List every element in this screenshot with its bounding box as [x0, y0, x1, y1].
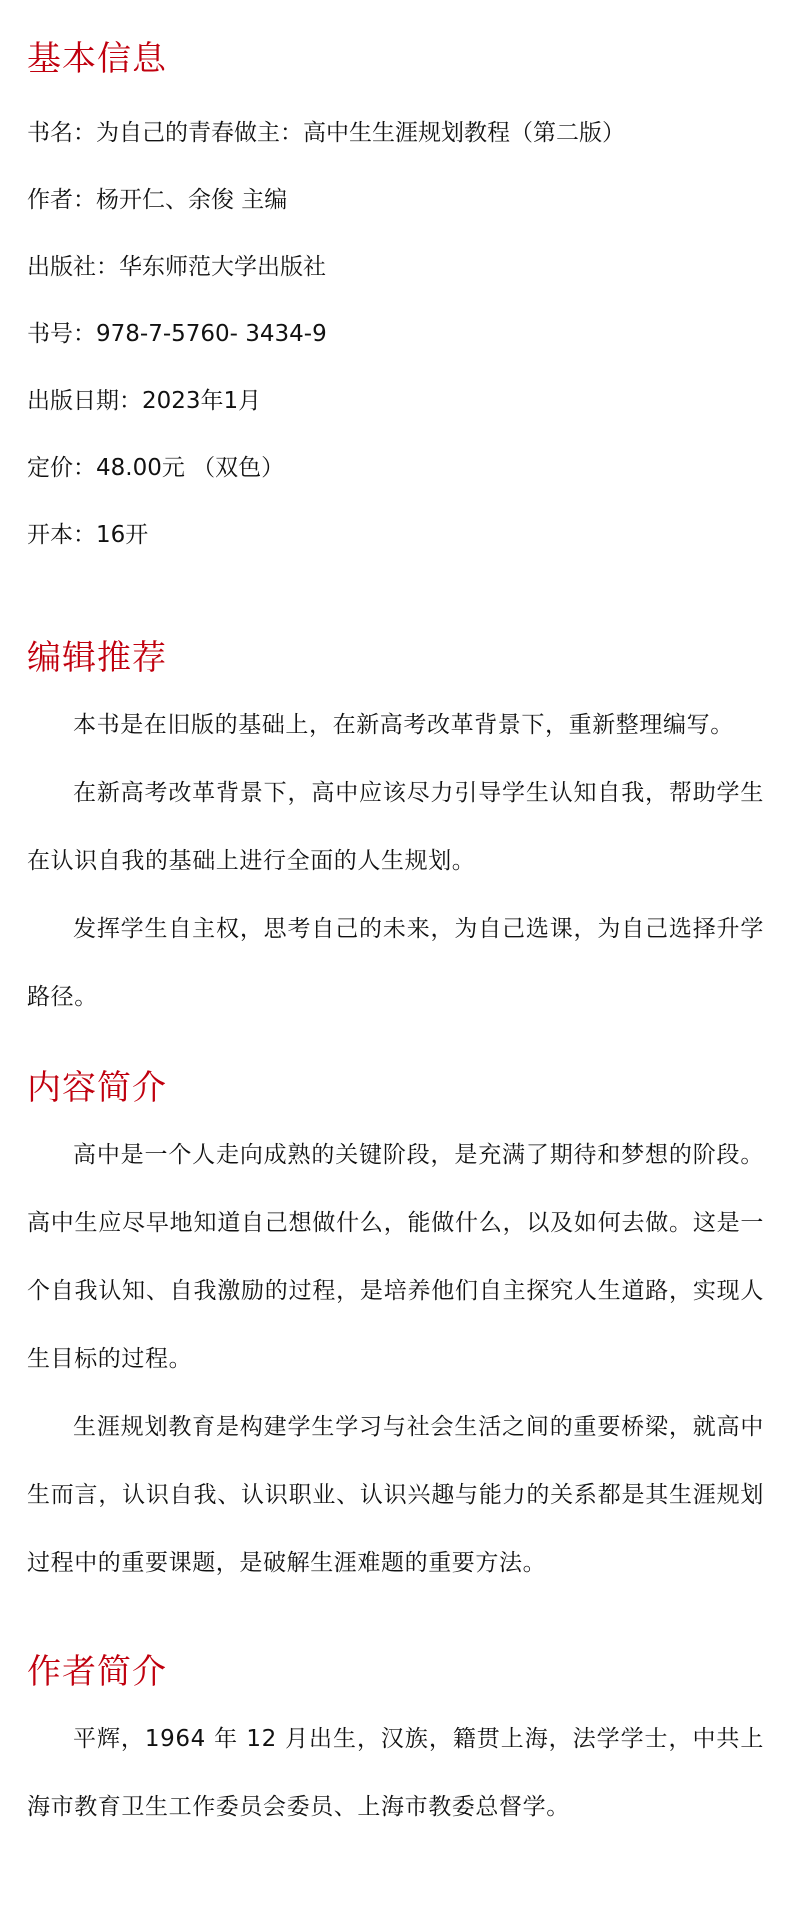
author-intro-body — [27, 1705, 764, 1841]
info-isbn: 书号：978-7-5760- 3434-9 — [27, 321, 327, 347]
basic-info-list — [27, 122, 764, 547]
paragraph: 生涯规划教育是构建学生学习与社会生活之间的重要桥梁，就高中生而言，认识自我、认识职业、认识兴趣与能力的关系都是其生涯规划过程中的重要课题，是破解生涯难题的重要方法。 — [27, 1414, 764, 1576]
info-price: 定价：48.00元 （双色） — [27, 455, 285, 481]
info-author: 作者：杨开仁、余俊 主编 — [27, 187, 288, 213]
editor-recommendation-body — [27, 691, 764, 1031]
paragraph: 发挥学生自主权，思考自己的未来，为自己选课，为自己选择升学路径。 — [27, 916, 764, 1010]
paragraph: 高中是一个人走向成熟的关键阶段，是充满了期待和梦想的阶段。高中生应尽早地知道自己想做什么，能做什么，以及如何去做。这是一个自我认知、自我激励的过程，是培养他们自主探究人生道路，实现人生目标的过程。 — [27, 1142, 764, 1372]
info-publisher: 出版社：华东师范大学出版社 — [27, 254, 326, 280]
paragraph: 平辉，1964 年 12 月出生，汉族，籍贯上海，法学学士，中共上海市教育卫生工作委员会委员、上海市教委总督学。 — [27, 1726, 764, 1820]
paragraph: 本书是在旧版的基础上，在新高考改革背景下，重新整理编写。 — [73, 712, 734, 738]
section-title-content-intro: 内容简介 — [27, 1068, 167, 1108]
info-format: 开本：16开 — [27, 522, 149, 548]
info-publish-date: 出版日期：2023年1月 — [27, 388, 262, 414]
section-title-author-intro: 作者简介 — [27, 1652, 167, 1692]
content-intro-body — [27, 1121, 764, 1597]
section-title-basic-info: 基本信息 — [27, 39, 167, 79]
paragraph: 在新高考改革背景下，高中应该尽力引导学生认知自我，帮助学生在认识自我的基础上进行全面的人生规划。 — [27, 780, 764, 874]
info-book-title: 书名：为自己的青春做主：高中生生涯规划教程（第二版） — [27, 120, 625, 146]
section-title-editor-recommendation: 编辑推荐 — [27, 638, 167, 678]
